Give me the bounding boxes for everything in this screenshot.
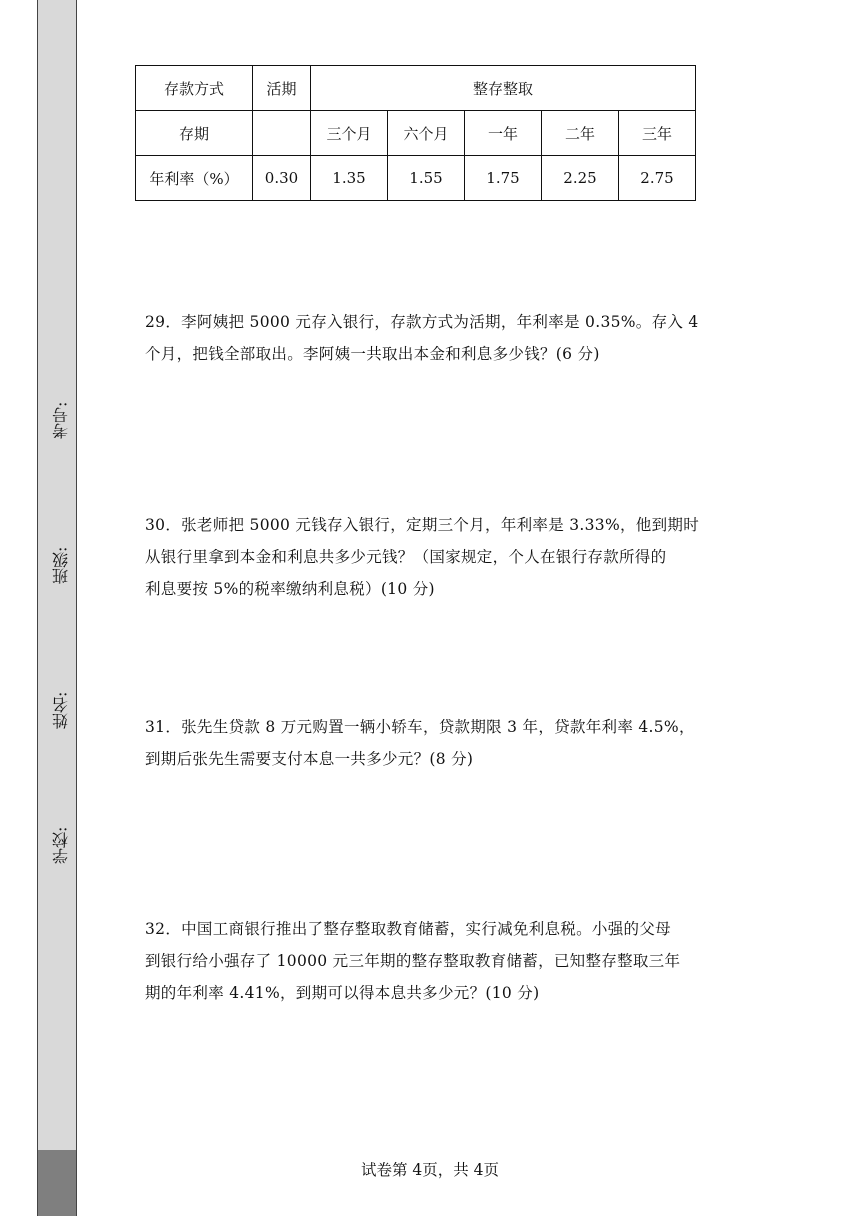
question-line: 30．张老师把 5000 元钱存入银行，定期三个月，年利率是 3.33%，他到期时 — [145, 516, 699, 534]
table-cell: 年利率（%） — [136, 156, 253, 201]
question-30 — [145, 509, 725, 605]
question-line: 个月，把钱全部取出。李阿姨一共取出本金和利息多少钱？(6 分) — [145, 345, 600, 363]
table-cell: 三年 — [619, 111, 696, 156]
table-cell: 活期 — [253, 66, 311, 111]
table-cell: 存款方式 — [136, 66, 253, 111]
table-cell: 二年 — [542, 111, 619, 156]
binding-margin-bar — [37, 0, 77, 1216]
table-cell: 2.75 — [619, 156, 696, 201]
question-line: 利息要按 5%的税率缴纳利息税）(10 分) — [145, 580, 435, 598]
question-29 — [145, 306, 725, 370]
table-cell: 1.75 — [465, 156, 542, 201]
question-line: 31．张先生贷款 8 万元购置一辆小轿车，贷款期限 3 年，贷款年利率 4.5%， — [145, 718, 695, 736]
table-row — [136, 66, 696, 111]
question-line: 从银行里拿到本金和利息共多少元钱？（国家规定，个人在银行存款所得的 — [145, 548, 667, 566]
table-cell: 一年 — [465, 111, 542, 156]
table-cell: 存期 — [136, 111, 253, 156]
page-footer: 试卷第 4页，共 4页 — [360, 1161, 500, 1179]
table-cell: 1.55 — [388, 156, 465, 201]
exam-number-label: 考号: — [51, 401, 71, 439]
question-line: 到银行给小强存了 10000 元三年期的整存整取教育储蓄，已知整存整取三年 — [145, 952, 681, 970]
table-cell: 整存整取 — [311, 66, 696, 111]
question-line: 29．李阿姨把 5000 元存入银行，存款方式为活期，年利率是 0.35%。存入 4 — [145, 313, 699, 331]
table-cell — [253, 111, 311, 156]
student-name-label: 姓名: — [51, 691, 71, 729]
question-line: 到期后张先生需要支付本息一共多少元？(8 分) — [145, 750, 474, 768]
table-cell: 0.30 — [253, 156, 311, 201]
table-cell: 三个月 — [311, 111, 388, 156]
interest-rate-table — [135, 65, 696, 201]
question-32 — [145, 913, 725, 1009]
table-cell: 1.35 — [311, 156, 388, 201]
question-31 — [145, 711, 725, 775]
table-cell: 六个月 — [388, 111, 465, 156]
school-label: 学校: — [51, 826, 71, 864]
question-line: 32．中国工商银行推出了整存整取教育储蓄，实行减免利息税。小强的父母 — [145, 920, 671, 938]
table-row — [136, 156, 696, 201]
class-label: 班级: — [51, 546, 71, 584]
table-row — [136, 111, 696, 156]
table-cell: 2.25 — [542, 156, 619, 201]
question-line: 期的年利率 4.41%，到期可以得本息共多少元？(10 分) — [145, 984, 540, 1002]
